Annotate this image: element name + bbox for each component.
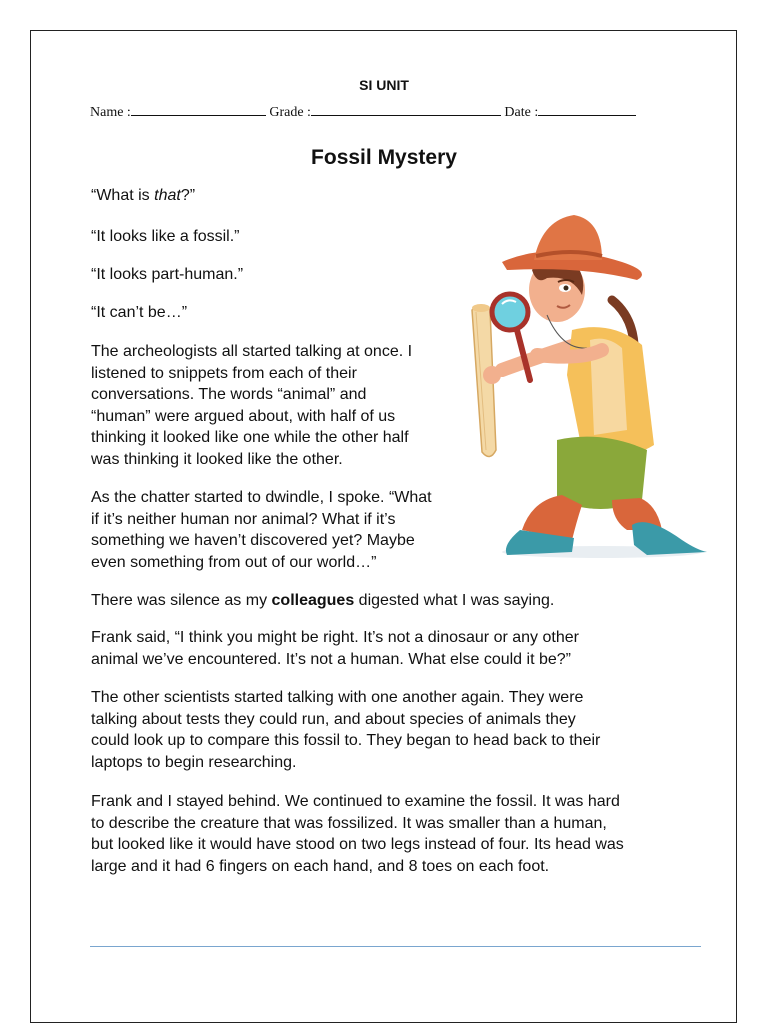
paragraph-4-line: Frank said, “I think you might be right. It’s not a dinosaur or any other (91, 629, 579, 646)
paragraph-1-line: was thinking it looked like the other. (91, 450, 343, 468)
page-title: Fossil Mystery (311, 146, 457, 169)
paragraph-3-end: digested what I was saying. (354, 592, 555, 609)
paragraph-5 (91, 687, 600, 773)
paragraph-1-line: conversations. The words “animal” and (91, 386, 367, 403)
paragraph-6-line: but looked like it would have stood on two legs instead of four. Its head was (91, 836, 624, 853)
dialogue-line-2: “It looks like a fossil.” (91, 228, 240, 245)
paragraph-2-line: if it’s neither human nor animal? What if it’s (91, 510, 396, 528)
paragraph-1 (91, 341, 412, 470)
name-label: Name : (90, 105, 131, 120)
date-field[interactable] (538, 103, 636, 116)
paragraph-2-line: even something from out of our world…” (91, 553, 377, 571)
dialogue-line-4: “It can’t be…” (91, 304, 188, 321)
grade-label: Grade : (269, 105, 311, 120)
footer-divider (90, 946, 701, 947)
paragraph-3 (91, 590, 554, 612)
dialogue-line-1-end: ?” (180, 187, 196, 204)
paragraph-1-line: The archeologists all started talking at once. I (91, 343, 413, 360)
paragraph-4 (91, 627, 579, 670)
paragraph-5-line: laptops to begin researching. (91, 753, 297, 771)
dialogue-line-1-start: “What is (91, 187, 155, 204)
paragraph-1-line: “human” were argued about, with half of us (91, 407, 396, 425)
paragraph-6-line: Frank and I stayed behind. We continued to examine the fossil. It was hard (91, 793, 620, 810)
paragraph-1-line: listened to snippets from each of their (91, 364, 357, 382)
dialogue-line-1 (91, 185, 195, 207)
name-field[interactable] (131, 103, 266, 116)
paragraph-1-line: thinking it looked like one while the other half (91, 429, 409, 446)
student-info-line (90, 103, 690, 121)
paragraph-2-line: something we haven’t discovered yet? Maybe (91, 532, 415, 549)
paragraph-6-line: large and it had 6 fingers on each hand, and 8 toes on each foot. (91, 857, 550, 875)
paragraph-2 (91, 487, 432, 573)
archaeologist-illustration (462, 200, 717, 570)
paragraph-5-line: The other scientists started talking with one another again. They were (91, 689, 584, 706)
dialogue-line-1-italic: that (154, 187, 181, 204)
paragraph-2-line: As the chatter started to dwindle, I spoke. “What (91, 489, 432, 506)
vocabulary-word: colleagues (271, 592, 355, 609)
unit-heading: SI UNIT (359, 77, 409, 93)
paragraph-5-line: could look up to compare this fossil to. They began to head back to their (91, 732, 601, 749)
paragraph-6-line: to describe the creature that was fossilized. It was smaller than a human, (91, 814, 607, 832)
dialogue-line-3: “It looks part-human.” (91, 266, 244, 283)
paragraph-5-line: talking about tests they could run, and about species of animals they (91, 710, 576, 728)
date-label: Date : (504, 105, 539, 120)
paragraph-6 (91, 791, 624, 877)
paragraph-4-line: animal we’ve encountered. It’s not a human. What else could it be?” (91, 650, 571, 668)
grade-field[interactable] (311, 103, 501, 116)
paragraph-3-start: There was silence as my (91, 592, 272, 609)
